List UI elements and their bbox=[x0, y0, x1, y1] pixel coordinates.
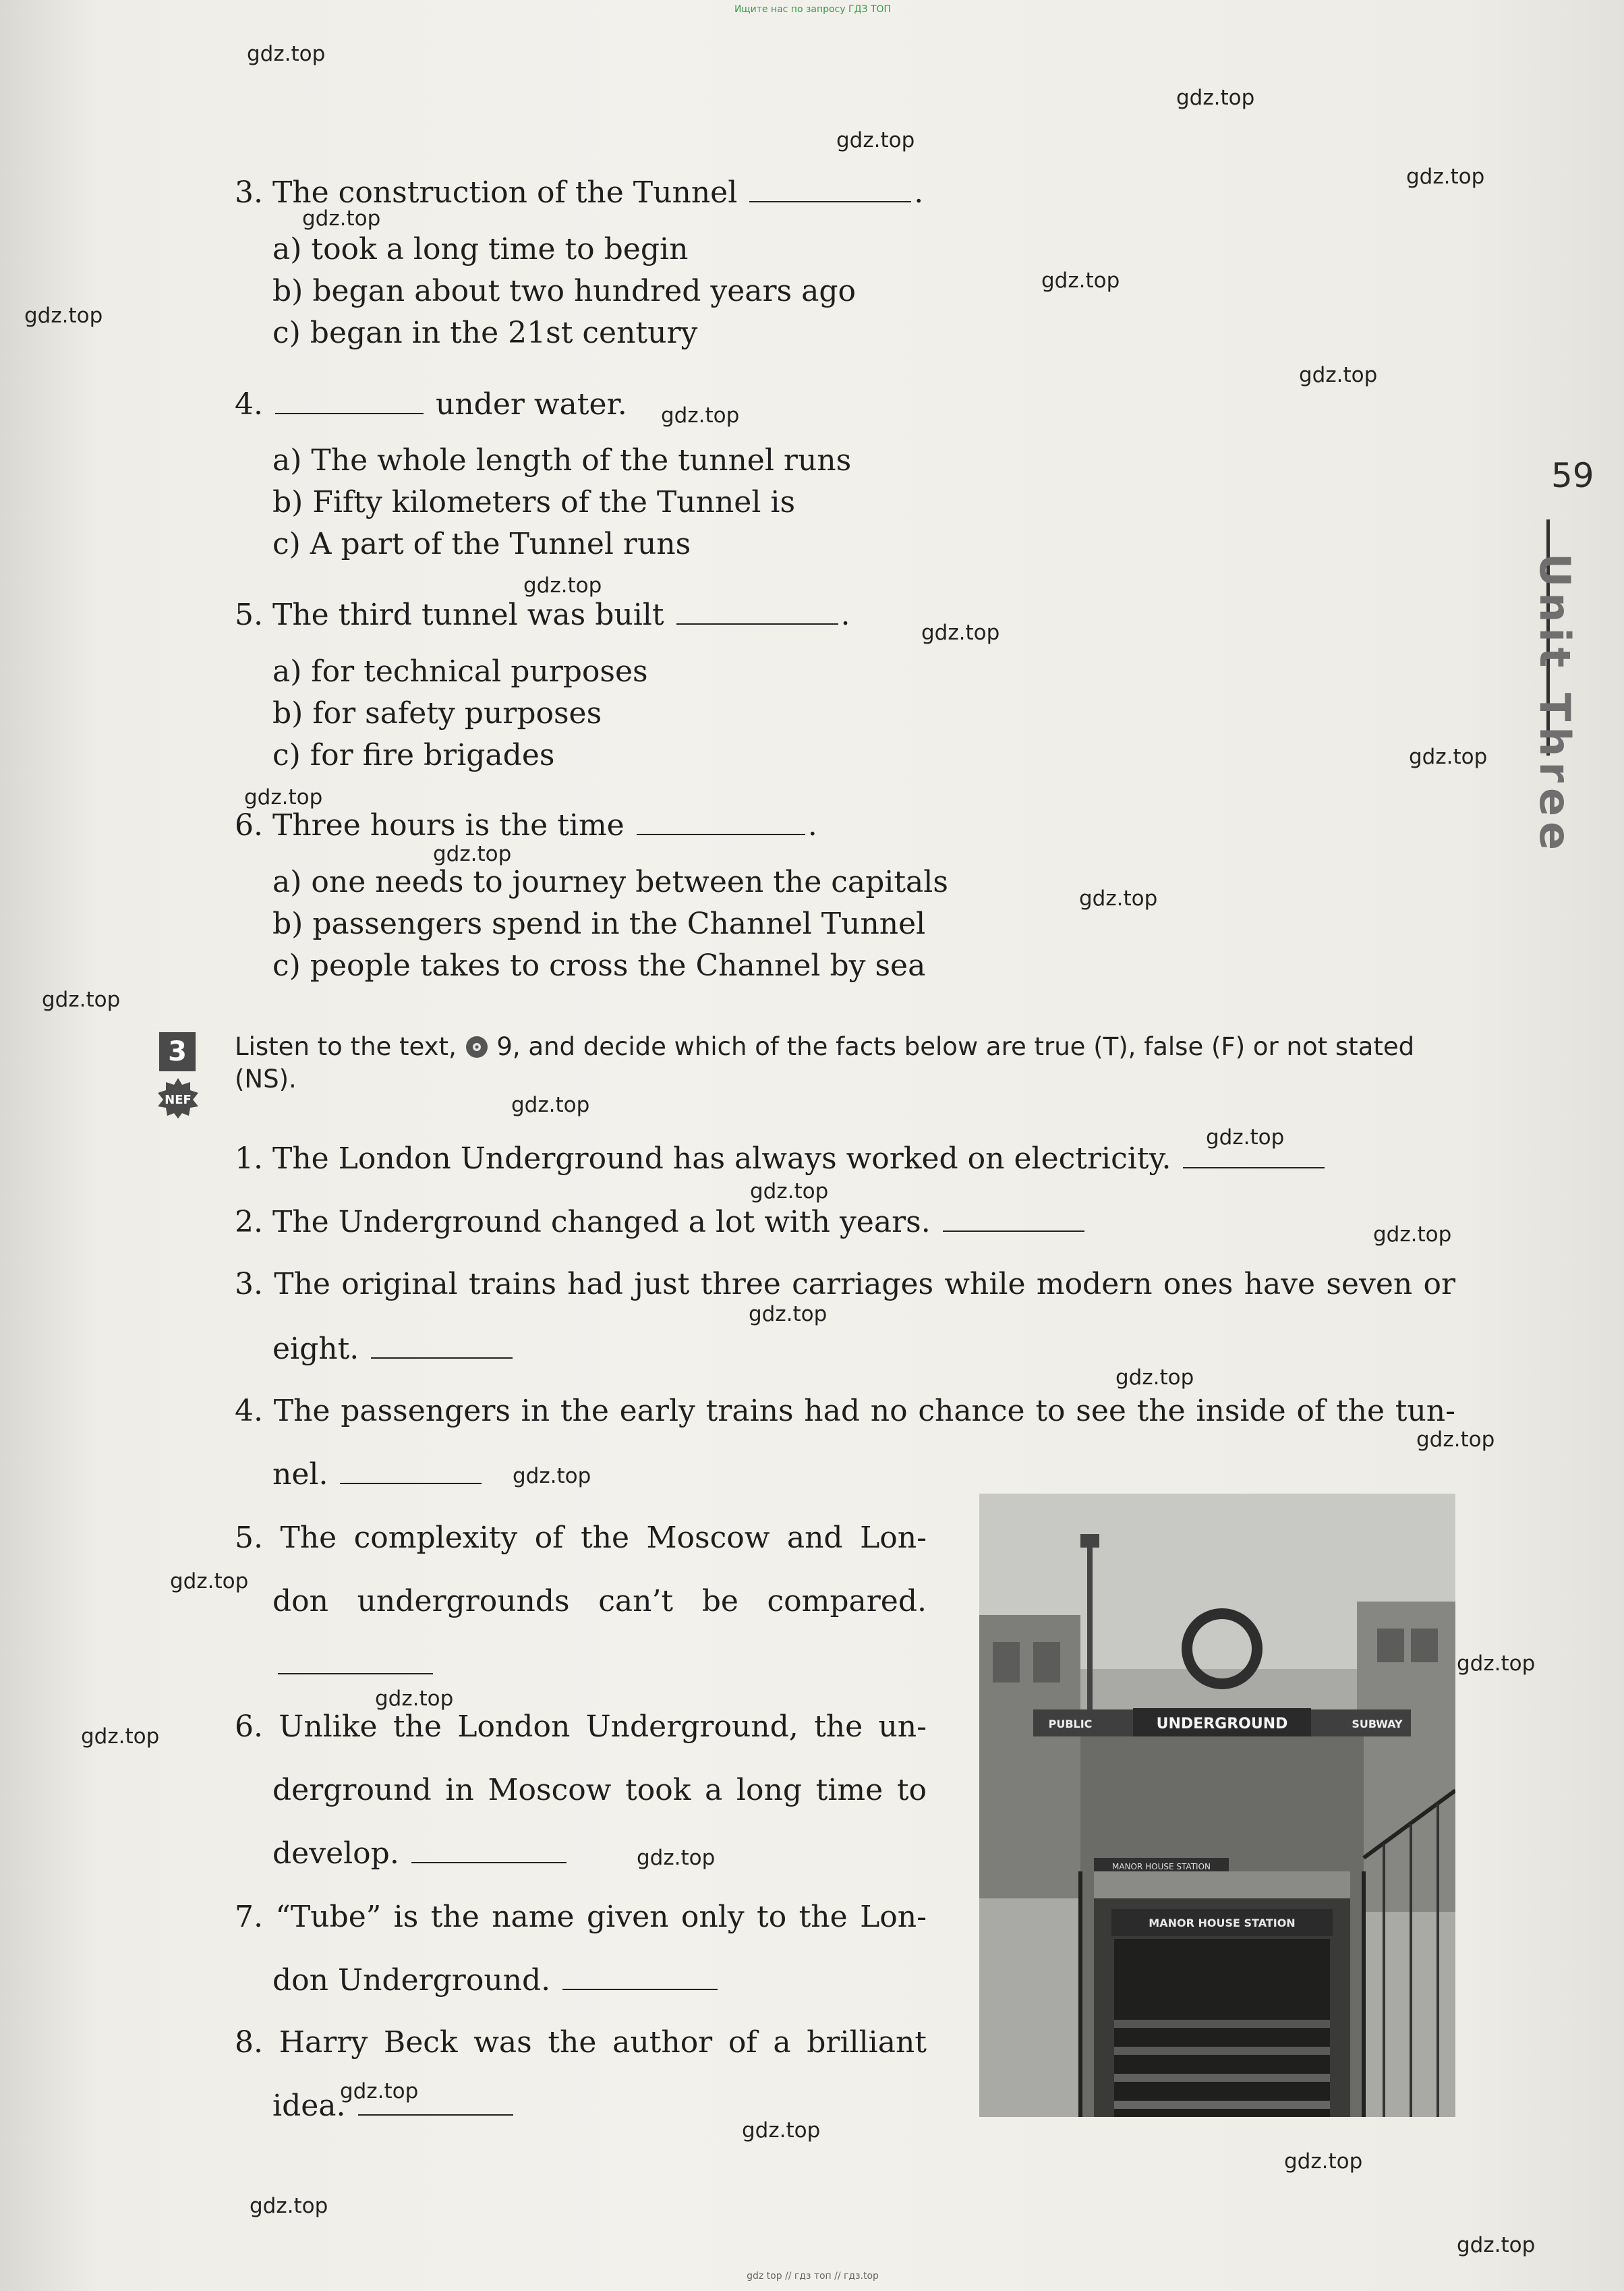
question-stem-end: . bbox=[840, 598, 850, 632]
statement-4 bbox=[235, 1392, 1455, 1430]
underground-sign-text: UNDERGROUND bbox=[1156, 1716, 1288, 1732]
nef-star-icon bbox=[156, 1077, 200, 1120]
question-6 bbox=[235, 807, 817, 845]
watermark: gdz.top bbox=[375, 1687, 454, 1711]
question-4 bbox=[235, 386, 627, 424]
watermark: gdz.top bbox=[170, 1569, 249, 1593]
statement-8-cont bbox=[272, 2087, 516, 2125]
sign-subway-text: SUBWAY bbox=[1352, 1718, 1403, 1730]
watermark: gdz.top bbox=[1079, 886, 1158, 911]
statement-text: derground in Moscow took a long time to bbox=[272, 1773, 927, 1807]
watermark: gdz.top bbox=[250, 2194, 328, 2218]
statement-2 bbox=[235, 1204, 1087, 1241]
watermark: gdz.top bbox=[637, 1846, 716, 1870]
instruction-text: , and decide which of the facts below are true (T), false (F) or not stated (NS). bbox=[235, 1032, 1415, 1094]
statement-text: 3. The original trains had just three carriages while modern ones have seven or bbox=[235, 1267, 1455, 1301]
watermark: gdz.top bbox=[1299, 363, 1378, 387]
statement-1 bbox=[235, 1140, 1327, 1178]
station-name-small: MANOR HOUSE STATION bbox=[1112, 1862, 1211, 1871]
question-stem: 4. bbox=[235, 387, 263, 422]
statement-5 bbox=[235, 1519, 927, 1557]
statement-text: don undergrounds can’t be compared. bbox=[272, 1584, 927, 1618]
answer-blank[interactable] bbox=[411, 1842, 567, 1863]
statement-text: nel. bbox=[272, 1457, 328, 1492]
answer-blank[interactable] bbox=[676, 603, 838, 625]
footer-note: gdz top // гдз топ // гдз.top bbox=[747, 2271, 879, 2282]
watermark: gdz.top bbox=[1406, 165, 1485, 189]
answer-blank[interactable] bbox=[358, 2094, 513, 2116]
statement-text: 4. The passengers in the early trains had no chance to see the inside of the tun- bbox=[235, 1394, 1455, 1428]
watermark: gdz.top bbox=[247, 42, 326, 66]
option[interactable]: c) began in the 21st century bbox=[272, 316, 698, 350]
watermark: gdz.top bbox=[1206, 1125, 1285, 1150]
watermark: gdz.top bbox=[1041, 268, 1120, 293]
audio-cd-icon[interactable] bbox=[465, 1035, 489, 1059]
watermark: gdz.top bbox=[1409, 745, 1488, 769]
watermark: gdz.top bbox=[42, 988, 121, 1012]
answer-blank[interactable] bbox=[1183, 1147, 1325, 1168]
question-stem-end: under water. bbox=[435, 387, 627, 422]
question-stem-end: . bbox=[914, 175, 924, 210]
watermark: gdz.top bbox=[1457, 1651, 1536, 1676]
question-stem-end: . bbox=[807, 808, 817, 843]
option[interactable]: b) Fifty kilometers of the Tunnel is bbox=[272, 485, 796, 519]
statement-text: 6. Unlike the London Underground, the un- bbox=[235, 1709, 927, 1744]
header-note: Ищите нас по запросу ГДЗ ТОП bbox=[734, 4, 892, 15]
watermark: gdz.top bbox=[433, 842, 512, 866]
question-3 bbox=[235, 174, 923, 212]
watermark: gdz.top bbox=[1115, 1365, 1194, 1390]
option[interactable]: b) passengers spend in the Channel Tunnel bbox=[272, 907, 926, 941]
statement-6-cont2 bbox=[272, 1835, 569, 1873]
unit-title: Unit Three bbox=[1530, 553, 1579, 856]
answer-blank[interactable] bbox=[340, 1463, 482, 1484]
station-name-sign: MANOR HOUSE STATION bbox=[1149, 1917, 1296, 1929]
option[interactable]: a) for technical purposes bbox=[272, 654, 648, 689]
watermark: gdz.top bbox=[1373, 1222, 1452, 1247]
statement-8 bbox=[235, 2024, 927, 2062]
instruction-text: Listen to the text, bbox=[235, 1032, 457, 1061]
svg-text:NEF: NEF bbox=[165, 1093, 192, 1107]
statement-3 bbox=[235, 1266, 1455, 1303]
statement-6-cont bbox=[272, 1772, 927, 1809]
watermark: gdz.top bbox=[1284, 2149, 1363, 2174]
watermark: gdz.top bbox=[81, 1724, 160, 1749]
statement-5-cont bbox=[272, 1583, 927, 1620]
option[interactable]: a) took a long time to begin bbox=[272, 232, 689, 266]
option[interactable]: c) A part of the Tunnel runs bbox=[272, 527, 691, 561]
watermark: gdz.top bbox=[661, 403, 740, 428]
statement-7 bbox=[235, 1898, 927, 1936]
option[interactable]: a) one needs to journey between the capitals bbox=[272, 865, 948, 899]
track-number: 9 bbox=[496, 1032, 513, 1061]
statement-text: 2. The Underground changed a lot with years. bbox=[235, 1205, 931, 1239]
answer-blank[interactable] bbox=[278, 1653, 433, 1674]
watermark: gdz.top bbox=[836, 128, 915, 152]
question-stem: 3. The construction of the Tunnel bbox=[235, 175, 738, 210]
watermark: gdz.top bbox=[1457, 2233, 1536, 2257]
watermark: gdz.top bbox=[513, 1464, 591, 1488]
answer-blank[interactable] bbox=[637, 814, 805, 835]
option[interactable]: b) for safety purposes bbox=[272, 696, 602, 731]
question-stem: 5. The third tunnel was built bbox=[235, 598, 664, 632]
statement-text: idea. bbox=[272, 2089, 346, 2123]
watermark: gdz.top bbox=[523, 573, 602, 598]
option[interactable]: a) The whole length of the tunnel runs bbox=[272, 443, 852, 478]
watermark: gdz.top bbox=[24, 304, 103, 328]
answer-blank[interactable] bbox=[943, 1210, 1084, 1232]
option[interactable]: b) began about two hundred years ago bbox=[272, 274, 856, 308]
watermark: gdz.top bbox=[921, 621, 1000, 645]
statement-text: develop. bbox=[272, 1836, 399, 1871]
statement-text: 7. “Tube” is the name given only to the Lon- bbox=[235, 1900, 927, 1934]
page-number: 59 bbox=[1551, 456, 1594, 495]
statement-text: don Underground. bbox=[272, 1963, 551, 1998]
answer-blank[interactable] bbox=[275, 393, 424, 414]
statement-text: 8. Harry Beck was the author of a brilliant bbox=[235, 2025, 927, 2060]
watermark: gdz.top bbox=[742, 2118, 821, 2143]
question-5 bbox=[235, 596, 850, 634]
watermark: gdz.top bbox=[302, 206, 381, 231]
option[interactable]: c) for fire brigades bbox=[272, 738, 555, 772]
watermark: gdz.top bbox=[1176, 86, 1255, 110]
task-number-badge: 3 bbox=[159, 1032, 196, 1071]
task-instruction bbox=[235, 1031, 1462, 1096]
statement-6 bbox=[235, 1708, 927, 1746]
statement-text: eight. bbox=[272, 1332, 359, 1366]
watermark: gdz.top bbox=[244, 785, 323, 810]
option[interactable]: c) people takes to cross the Channel by sea bbox=[272, 949, 926, 983]
question-stem: 6. Three hours is the time bbox=[235, 808, 625, 843]
statement-3-cont bbox=[272, 1330, 515, 1368]
watermark: gdz.top bbox=[1416, 1427, 1495, 1452]
watermark: gdz.top bbox=[750, 1179, 829, 1204]
underground-station-photo bbox=[979, 1494, 1455, 2117]
answer-blank[interactable] bbox=[749, 181, 911, 202]
sign-public-text: PUBLIC bbox=[1048, 1718, 1093, 1730]
statement-4-cont bbox=[272, 1456, 484, 1494]
watermark: gdz.top bbox=[340, 2079, 419, 2103]
statement-5-blank bbox=[275, 1646, 436, 1684]
statement-7-cont bbox=[272, 1962, 720, 2000]
watermark: gdz.top bbox=[511, 1093, 590, 1117]
statement-text: 5. The complexity of the Moscow and Lon- bbox=[235, 1521, 927, 1555]
statement-text: 1. The London Underground has always worked on electricity. bbox=[235, 1141, 1171, 1176]
answer-blank[interactable] bbox=[562, 1969, 718, 1990]
watermark: gdz.top bbox=[749, 1302, 828, 1326]
answer-blank[interactable] bbox=[371, 1337, 513, 1359]
building-right bbox=[1357, 1602, 1455, 1912]
